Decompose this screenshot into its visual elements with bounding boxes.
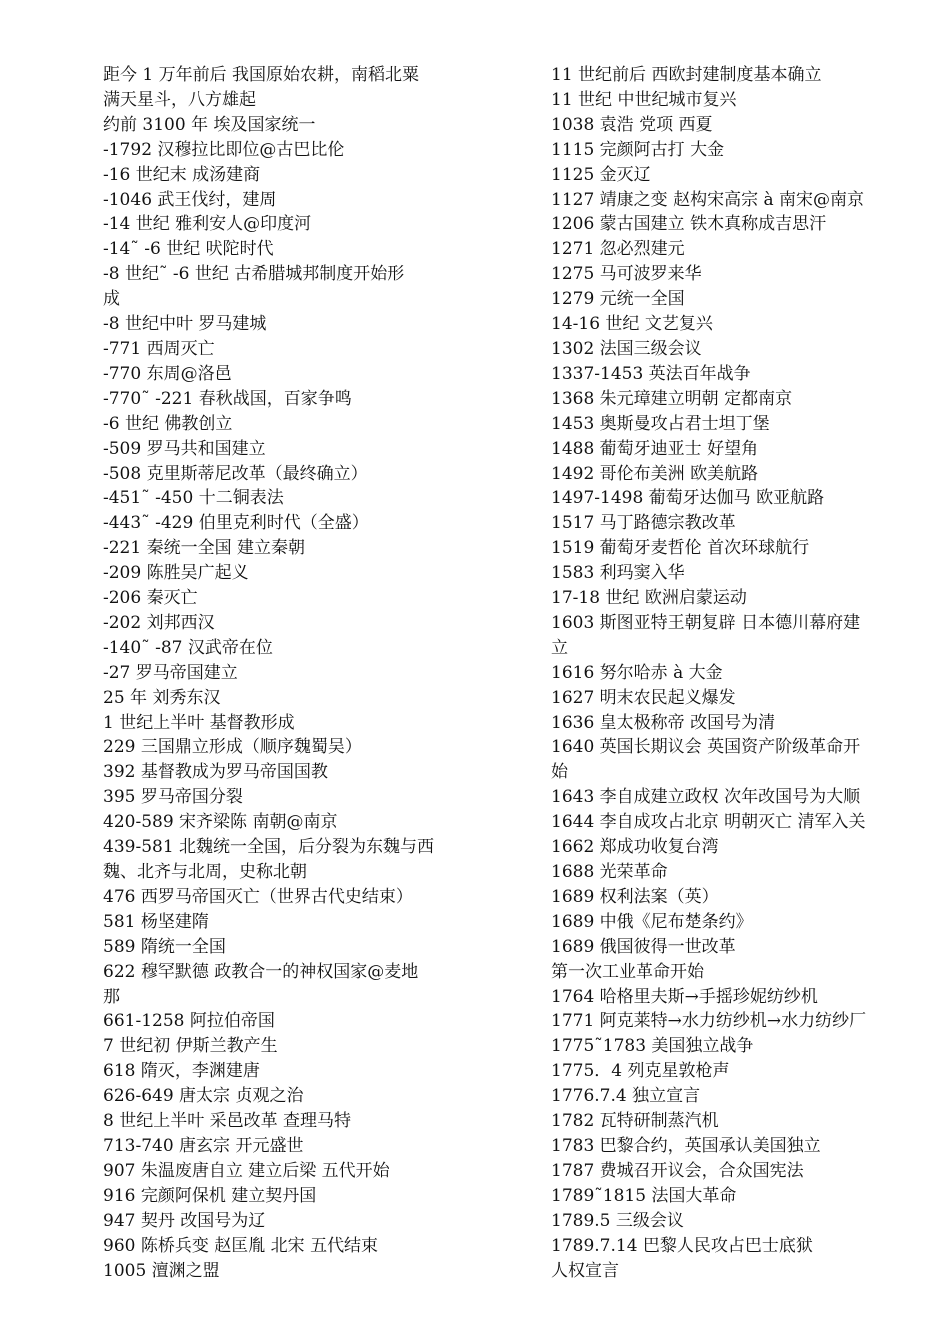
timeline-line: -209 陈胜吴广起义: [103, 563, 249, 584]
timeline-line: 1689 中俄《尼布楚条约》: [551, 911, 753, 932]
timeline-line: 1689 俄国彼得一世改革: [551, 936, 736, 957]
timeline-line: 581 杨坚建隋: [103, 911, 209, 932]
timeline-line: 14-16 世纪 文艺复兴: [551, 314, 713, 335]
timeline-line: 1775˜1783 美国独立战争: [551, 1036, 754, 1057]
timeline-line: 1776.7.4 独立宣言: [551, 1086, 701, 1107]
timeline-line: 立: [551, 637, 568, 658]
timeline-line: 1787 费城召开议会，合众国宪法: [551, 1160, 804, 1181]
timeline-line: -770 东周@洛邑: [103, 363, 232, 384]
timeline-line: 1688 光荣革命: [551, 862, 668, 882]
timeline-line: 626-649 唐太宗 贞观之治: [103, 1086, 304, 1107]
timeline-line: 8 世纪上半叶 采邑改革 查理马特: [103, 1111, 352, 1132]
timeline-line: -14 世纪 雅利安人@印度河: [103, 214, 312, 235]
timeline-line: 1038 袁浩 党项 西夏: [551, 114, 713, 135]
timeline-line: -771 西周灭亡: [103, 338, 215, 359]
timeline-line: -16 世纪末 成汤建商: [103, 164, 261, 185]
timeline-line: 947 契丹 改国号为辽: [103, 1210, 266, 1231]
timeline-line: 618 隋灭，李渊建唐: [103, 1061, 260, 1082]
timeline-line: 907 朱温废唐自立 建立后梁 五代开始: [103, 1160, 390, 1181]
timeline-line: 622 穆罕默德 政教合一的神权国家@麦地: [103, 961, 419, 982]
timeline-line: 1005 澶渊之盟: [103, 1260, 220, 1281]
timeline-line: 约前 3100 年 埃及国家统一: [103, 114, 316, 135]
timeline-line: 1337-1453 英法百年战争: [551, 363, 751, 384]
timeline-line: -1046 武王伐纣，建周: [103, 189, 277, 210]
timeline-line: -202 刘邦西汉: [103, 612, 215, 633]
timeline-line: 589 隋统一全国: [103, 936, 226, 957]
timeline-line: -770˜ -221 春秋战国，百家争鸣: [103, 388, 352, 409]
timeline-line: 1689 权利法案（英）: [551, 886, 719, 907]
timeline-line: 1616 努尔哈赤 à 大金: [551, 662, 723, 683]
timeline-line: 魏、北齐与北周，史称北朝: [103, 862, 307, 882]
timeline-line: 1783 巴黎合约，英国承认美国独立: [551, 1135, 821, 1156]
timeline-line: 1497-1498 葡萄牙达伽马 欧亚航路: [551, 488, 825, 509]
timeline-line: 1627 明末农民起义爆发: [551, 687, 736, 708]
timeline-line: 1764 哈格里夫斯→手摇珍妮纺纱机: [551, 986, 818, 1007]
timeline-line: 960 陈桥兵变 赵匡胤 北宋 五代结束: [103, 1235, 379, 1256]
timeline-line: 1771 阿克莱特→水力纺纱机→水力纺纱厂: [551, 1011, 867, 1032]
timeline-line: 1492 哥伦布美洲 欧美航路: [551, 463, 759, 484]
timeline-line: 439-581 北魏统一全国，后分裂为东魏与西: [103, 837, 435, 858]
timeline-line: 成: [103, 289, 120, 310]
timeline-line: -6 世纪 佛教创立: [103, 413, 233, 434]
timeline-line: 1488 葡萄牙迪亚士 好望角: [551, 438, 759, 459]
timeline-line: 满天星斗，八方雄起: [103, 89, 256, 110]
timeline-line: -27 罗马帝国建立: [103, 662, 238, 683]
timeline-line: -221 秦统一全国 建立秦朝: [103, 538, 305, 559]
timeline-line: 476 西罗马帝国灭亡（世界古代史结束）: [103, 886, 413, 907]
timeline-line: 1636 皇太极称帝 改国号为清: [551, 712, 776, 733]
timeline-line: 1782 瓦特研制蒸汽机: [551, 1111, 719, 1132]
timeline-line: 1519 葡萄牙麦哲伦 首次环球航行: [551, 538, 810, 559]
timeline-line: 1640 英国长期议会 英国资产阶级革命开: [551, 737, 861, 758]
timeline-line: -8 世纪˜ -6 世纪 古希腊城邦制度开始形: [103, 264, 405, 285]
timeline-line: 395 罗马帝国分裂: [103, 787, 243, 808]
timeline-line: -451˜ -450 十二铜表法: [103, 488, 284, 509]
timeline-line: 距今 1 万年前后 我国原始农耕，南稻北粟: [103, 65, 420, 85]
timeline-line: 人权宣言: [551, 1260, 619, 1281]
timeline-line: 1603 斯图亚特王朝复辟 日本德川幕府建: [551, 612, 861, 633]
timeline-line: 1368 朱元璋建立明朝 定都南京: [551, 388, 793, 409]
timeline-line: 1115 完颜阿古打 大金: [551, 139, 725, 160]
timeline-line: -1792 汉穆拉比即位@古巴比伦: [103, 139, 345, 160]
right-column: [551, 63, 911, 1283]
timeline-line: 1453 奥斯曼攻占君士坦丁堡: [551, 413, 770, 434]
timeline-line: 1583 利玛窦入华: [551, 563, 685, 584]
timeline-line: 1302 法国三级会议: [551, 338, 702, 359]
timeline-line: -8 世纪中叶 罗马建城: [103, 314, 267, 335]
timeline-line: 1789˜1815 法国大革命: [551, 1185, 737, 1206]
timeline-line: 392 基督教成为罗马帝国国教: [103, 762, 328, 783]
timeline-line: 1271 忽必烈建元: [551, 239, 685, 260]
timeline-line: 229 三国鼎立形成（顺序魏蜀吴）: [103, 737, 362, 758]
timeline-line: -508 克里斯蒂尼改革（最终确立）: [103, 463, 368, 484]
timeline-line: 1789.7.14 巴黎人民攻占巴士底狱: [551, 1235, 813, 1256]
timeline-line: 1127 靖康之变 赵构宋高宗 à 南宋@南京: [551, 189, 865, 210]
timeline-line: 7 世纪初 伊斯兰教产生: [103, 1036, 278, 1057]
timeline-line: 1662 郑成功收复台湾: [551, 837, 719, 858]
timeline-line: -443˜ -429 伯里克利时代（全盛）: [103, 513, 369, 534]
timeline-line: 1125 金灭辽: [551, 164, 651, 185]
timeline-line: -206 秦灭亡: [103, 588, 198, 609]
timeline-line: 1279 元统一全国: [551, 289, 685, 310]
timeline-line: 1 世纪上半叶 基督教形成: [103, 712, 295, 733]
timeline-line: 25 年 刘秀东汉: [103, 687, 221, 708]
timeline-line: 1643 李自成建立政权 次年改国号为大顺: [551, 787, 861, 808]
timeline-line: 11 世纪 中世纪城市复兴: [551, 89, 737, 110]
timeline-line: 1789.5 三级会议: [551, 1210, 684, 1231]
timeline-line: 始: [551, 762, 568, 783]
timeline-line: -14˜ -6 世纪 吠陀时代: [103, 239, 274, 260]
timeline-line: 713-740 唐玄宗 开元盛世: [103, 1135, 304, 1156]
timeline-line: 1206 蒙古国建立 铁木真称成吉思汗: [551, 214, 827, 235]
timeline-line: 1644 李自成攻占北京 明朝灭亡 清军入关: [551, 812, 866, 833]
timeline-line: 第一次工业革命开始: [551, 961, 704, 982]
left-column: [103, 63, 465, 1283]
timeline-line: 661-1258 阿拉伯帝国: [103, 1011, 275, 1032]
timeline-line: 1775．4 列克星敦枪声: [551, 1061, 730, 1082]
timeline-line: 1275 马可波罗来华: [551, 264, 702, 285]
timeline-line: 420-589 宋齐梁陈 南朝@南京: [103, 812, 338, 833]
timeline-line: 那: [103, 986, 120, 1007]
timeline-line: 916 完颜阿保机 建立契丹国: [103, 1185, 317, 1206]
timeline-line: 1517 马丁路德宗教改革: [551, 513, 736, 534]
timeline-line: -509 罗马共和国建立: [103, 438, 266, 459]
timeline-line: 17-18 世纪 欧洲启蒙运动: [551, 588, 747, 609]
timeline-line: -140˜ -87 汉武帝在位: [103, 637, 273, 658]
timeline-line: 11 世纪前后 西欧封建制度基本确立: [551, 65, 822, 85]
